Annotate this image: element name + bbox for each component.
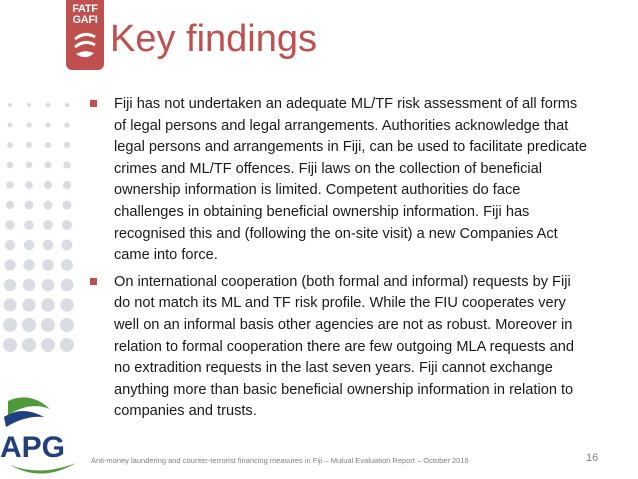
fatf-gafi-logo (66, 0, 104, 70)
decorative-dot (63, 161, 70, 168)
decorative-dot (44, 181, 52, 189)
decorative-dot (3, 338, 17, 352)
decorative-dot (46, 103, 50, 107)
logo-line-2: GAFI (72, 14, 98, 26)
decorative-dot (61, 279, 74, 292)
decorative-dot (5, 220, 14, 229)
decorative-dot (3, 318, 17, 332)
decorative-dot (41, 338, 55, 352)
footer-text: Anti-money laundering and counter-terrorist financing measures in Fiji – Mutual Evaluation Report – October 2016 (91, 456, 469, 465)
decorative-dot (27, 103, 31, 107)
decorative-dot (44, 201, 53, 210)
decorative-dot (23, 279, 35, 291)
decorative-dot (26, 122, 31, 127)
decorative-dot (42, 279, 55, 292)
decorative-dot (43, 220, 53, 230)
bullet-marker-icon (90, 278, 97, 285)
decorative-dot (41, 318, 55, 332)
decorative-dot (64, 122, 70, 128)
finding-bullet (90, 94, 590, 267)
decorative-dot (25, 201, 34, 210)
decorative-dot (24, 220, 34, 230)
decorative-dot (62, 220, 72, 230)
decorative-dot (62, 200, 71, 209)
decorative-dot (42, 259, 54, 271)
decorative-dot (22, 298, 35, 311)
decorative-dot (62, 240, 73, 251)
decorative-dot (6, 201, 15, 210)
decorative-dot (4, 299, 17, 312)
decorative-dot (23, 259, 34, 270)
decorative-dot (45, 122, 50, 127)
decorative-dot (7, 162, 14, 169)
decorative-dot (43, 240, 54, 251)
decorative-dot (45, 142, 51, 148)
decorative-dot (60, 298, 74, 312)
decorative-dot (22, 318, 36, 332)
decorative-dot (4, 259, 15, 270)
decorative-dot (5, 240, 15, 250)
decorative-dot (44, 161, 51, 168)
decorative-dot (8, 103, 12, 107)
decorative-dot (64, 142, 70, 148)
apg-logo (0, 395, 80, 479)
decorative-dot (6, 181, 14, 189)
decorative-dot (4, 279, 16, 291)
page-title: Key findings (110, 18, 318, 60)
finding-bullet (90, 272, 590, 423)
decorative-dot (7, 142, 13, 148)
dot-pattern-decoration (0, 95, 85, 395)
decorative-dot (8, 123, 13, 128)
decorative-dot (24, 240, 35, 251)
decorative-dot (25, 181, 33, 189)
decorative-dot (63, 181, 71, 189)
decorative-dot (60, 338, 74, 352)
bullet-text: On international cooperation (both formal and informal) requests by Fiji do not match its ML and TF risk profile. While the FIU cooperates very well on an informal basis other agencies are not as robust. Moreover in relation to formal cooperation there are few outgoing MLA requests and no extradition requests in the last seven years. Fiji cannot exchange anything more than basic beneficial ownership information in relation to companies and trusts. (114, 273, 574, 420)
apg-logo-text: APG (0, 431, 66, 464)
bullet-text: Fiji has not undertaken an adequate ML/TF risk assessment of all forms of legal persons and legal arrangements. Authorities acknowledge that legal persons and arrangements in Fiji, can be used to facilitate predicate crimes and ML/TF offences. Fiji laws on the collection of beneficial ownership information is limited. Competent authorities do face challenges in obtaining beneficial ownership information. Fiji has recognised this and (following the on-site visit) a new Companies Act came into force. (114, 96, 587, 264)
findings-list (90, 94, 590, 428)
bullet-marker-icon (90, 100, 97, 107)
decorative-dot (61, 259, 73, 271)
page-number: 16 (586, 452, 599, 464)
decorative-dot (41, 298, 54, 311)
decorative-dot (22, 338, 36, 352)
decorative-dot (26, 142, 32, 148)
decorative-dot (60, 318, 74, 332)
decorative-dot (26, 162, 33, 169)
logo-swirl-icon (72, 29, 98, 63)
decorative-dot (65, 103, 70, 108)
logo-line-1: FATF (72, 3, 98, 15)
